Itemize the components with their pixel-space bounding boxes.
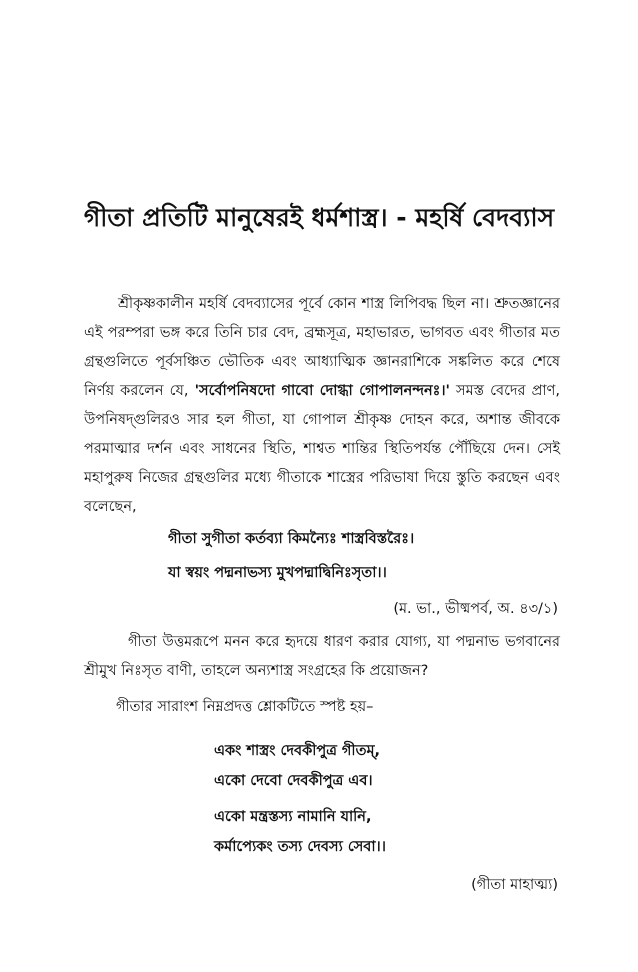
- summary-intro: গীতার সারাংশ নিম্নপ্রদত্ত শ্লোকটিতে স্পষ্ট হয়–: [116, 699, 374, 715]
- verse2-line2: একো দেবো দেবকীপুত্র এব।: [214, 773, 373, 789]
- intro-quote: 'সর্বোপনিষদো গাবো দোগ্ধা গোপালনন্দনঃ।': [194, 383, 450, 399]
- intro-paragraph: [84, 290, 560, 522]
- verse2-line4: কর্মাপ্যেকং তস্য দেবস্য সেবা।।: [214, 839, 386, 855]
- citation-mahabharata: (ম. ভা., ভীষ্মপর্ব, অ. ৪৩/১): [393, 601, 558, 617]
- intro-text-start: শ্রীকৃষ্ণকালীন মহর্ষি বেদব্যাসের পূর্বে কোন শাস্ত্র লিপিবদ্ধ ছিল না। শ্রুতজ্ঞানের এই পরম্পরা ভঙ্গ করে তিনি চার বেদ, ব্রহ্মসূত্র, মহাভারত, ভাগবত এবং গীতার মত গ্রন্থগুলিতে পূর্বসঞ্চিত ভৌতিক এবং আধ্যাত্মিক জ্ঞানরাশিকে সঙ্কলিত করে শেষে নির্ণয় করলেন যে,: [84, 296, 560, 399]
- verse2-line1: একং শাস্ত্রং দেবকীপুত্র গীতম্‌,: [214, 743, 381, 759]
- verse2-line3: একো মন্ত্রস্তস্য নামানি যানি,: [214, 809, 372, 825]
- citation-gita-mahatmya: (গীতা মাহাত্ম্য): [471, 877, 558, 893]
- intro-text-end: সমস্ত বেদের প্রাণ, উপনিষদ্‌গুলিরও সার হল গীতা, যা গোপাল শ্রীকৃষ্ণ দোহন করে, অশান্ত জীবকে পরমাত্মার দর্শন এবং সাধনের স্থিতি, শাশ্বত শান্তির স্থিতিপর্যন্ত পৌঁছিয়ে দেন। সেই মহাপুরুষ নিজের গ্রন্থগুলির মধ্যে গীতাকে শাস্ত্রের পরিভাষা দিয়ে স্তুতি করছেন এবং বলেছেন,: [84, 383, 560, 515]
- page-title: গীতা প্রতিটি মানুষেরই ধর্মশাস্ত্র। - মহর্ষি বেদব্যাস: [83, 203, 555, 232]
- verse1-line2: যা স্বয়ং পদ্মনাভস্য মুখপদ্মাদ্বিনিঃসৃতা।।: [168, 565, 387, 581]
- verse1-line1: গীতা সুগীতা কর্তব্যা কিমন্যৈঃ শাস্ত্রবিস্তরৈঃ।: [168, 531, 415, 547]
- second-paragraph: গীতা উত্তমরূপে মনন করে হৃদয়ে ধারণ করার যোগ্য, যা পদ্মনাভ ভগবানের শ্রীমুখ নিঃসৃত বাণী, তাহলে অন্যশাস্ত্র সংগ্রহের কি প্রয়োজন?: [84, 634, 560, 679]
